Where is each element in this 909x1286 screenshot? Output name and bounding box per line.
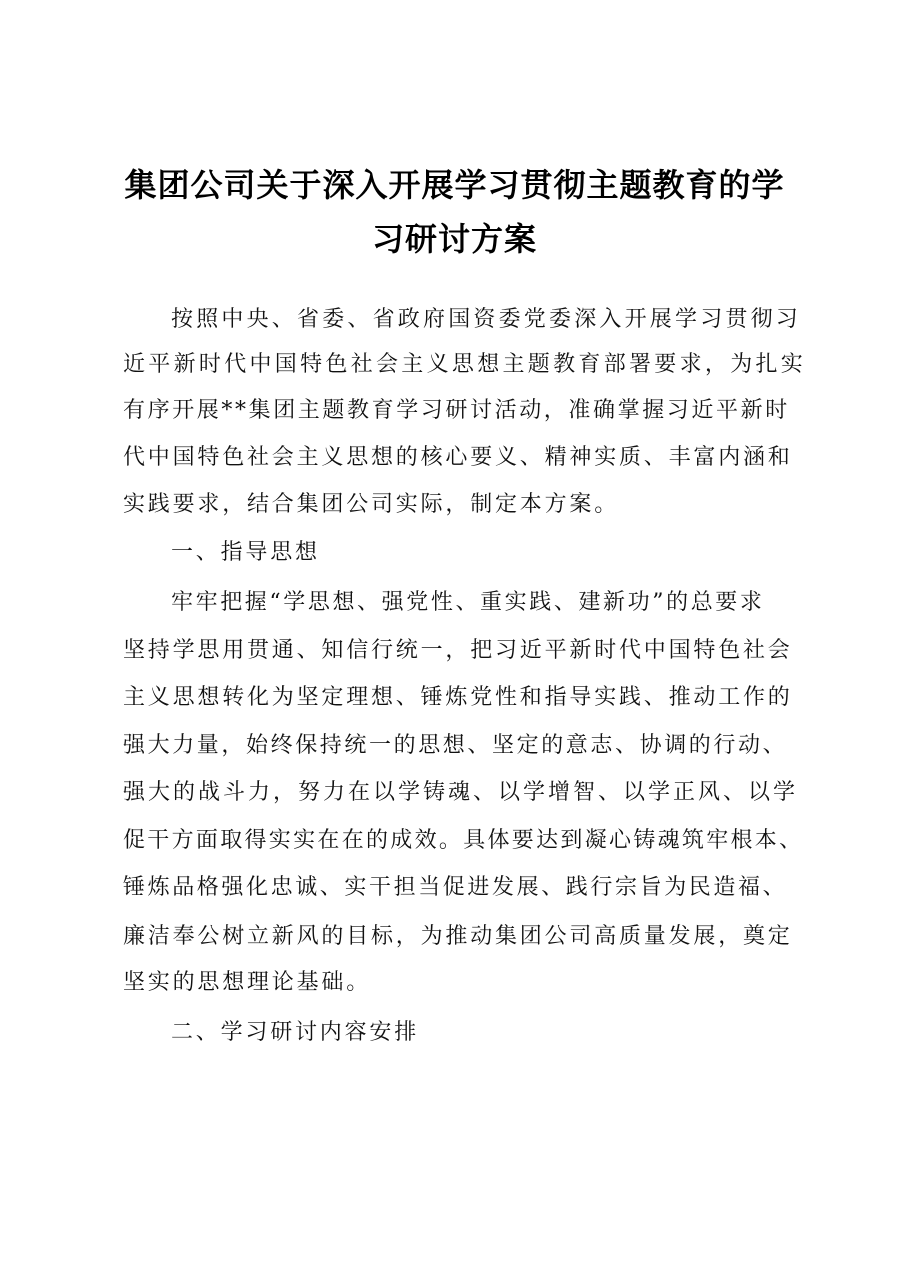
intro-paragraph-line: 近平新时代中国特色社会主义思想主题教育部署要求，为扎实 [123, 352, 807, 377]
section1-paragraph-line: 坚实的思想理论基础。 [123, 970, 372, 995]
section1-paragraph-line: 主义思想转化为坚定理想、锤炼党性和指导实践、推动工作的 [123, 685, 793, 710]
intro-paragraph-line: 有序开展**集团主题教育学习研讨活动，准确掌握习近平新时 [123, 398, 790, 423]
section-heading-study-content: 二、学习研讨内容安排 [171, 1020, 420, 1045]
section1-paragraph-line: 廉洁奉公树立新风的目标，为推动集团公司高质量发展，奠定 [123, 924, 793, 949]
section1-paragraph-line: 锤炼品格强化忠诚、实干担当促进发展、践行宗旨为民造福、 [123, 875, 788, 900]
section1-paragraph-line: 强大力量，始终保持统一的思想、坚定的意志、协调的行动、 [123, 733, 788, 758]
section-heading-guiding-thought: 一、指导思想 [171, 540, 320, 565]
section1-paragraph-line: 坚持学思用贯通、知信行统一，把习近平新时代中国特色社会 [123, 638, 793, 663]
section1-paragraph-line: 强大的战斗力，努力在以学铸魂、以学增智、以学正风、以学 [123, 780, 799, 805]
document-title-line-2: 习研讨方案 [371, 220, 537, 258]
section1-paragraph-line: 促干方面取得实实在在的成效。具体要达到凝心铸魂筑牢根本、 [123, 828, 804, 853]
section1-paragraph-line: 牢牢把握“学思想、强党性、重实践、建新功”的总要求 [171, 590, 765, 615]
document-title-line-1: 集团公司关于深入开展学习贯彻主题教育的学 [124, 166, 785, 204]
intro-paragraph-line: 代中国特色社会主义思想的核心要义、精神实质、丰富内涵和 [123, 445, 793, 470]
intro-paragraph-line: 实践要求，结合集团公司实际，制定本方案。 [123, 492, 620, 517]
intro-paragraph-line: 按照中央、省委、省政府国资委党委深入开展学习贯彻习 [171, 307, 802, 332]
